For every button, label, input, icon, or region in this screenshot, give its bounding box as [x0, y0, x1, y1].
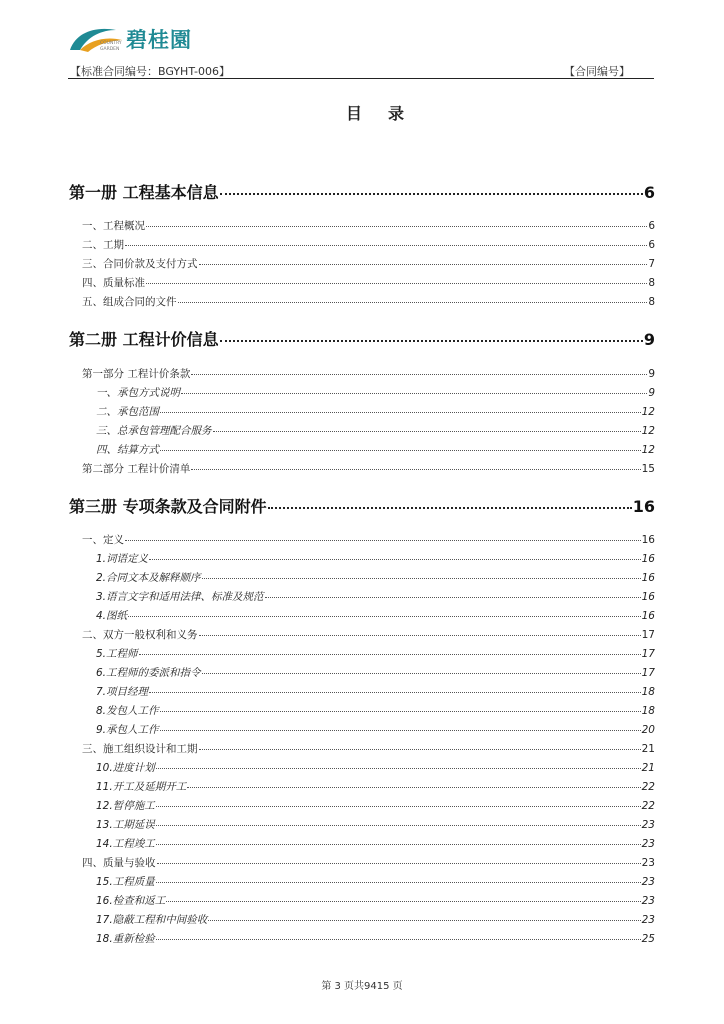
dot-leader	[191, 365, 647, 375]
toc-volume-3[interactable]	[69, 494, 655, 517]
toc-entry-label: 6.工程师的委派和指令	[96, 667, 201, 679]
toc-volume-title: 第一册 工程基本信息	[69, 183, 219, 202]
toc-page-number: 17	[641, 667, 655, 679]
dot-leader	[187, 778, 640, 788]
dot-leader	[220, 328, 643, 342]
toc-page-number: 22	[641, 781, 655, 793]
toc-page-number: 12	[641, 444, 655, 456]
toc-entry[interactable]	[82, 627, 655, 642]
toc-entry-label: 1.词语定义	[96, 553, 149, 565]
dot-leader	[156, 759, 641, 769]
toc-page-number: 18	[641, 705, 655, 717]
toc-page-number: 23	[641, 876, 655, 888]
toc-page-number: 18	[641, 686, 655, 698]
logo-small-line2: GARDEN	[100, 47, 120, 52]
toc-entry[interactable]	[96, 893, 655, 908]
standard-contract-number: 【标准合同编号：BGYHT-006】	[70, 65, 230, 78]
dot-leader	[160, 702, 641, 712]
toc-page-number: 12	[641, 425, 655, 437]
toc-entry[interactable]	[82, 237, 655, 252]
toc-entry[interactable]	[82, 461, 655, 476]
toc-entry-label: 二、工期	[82, 239, 124, 251]
toc-page-number: 9	[643, 330, 655, 349]
toc-volume-1[interactable]	[69, 180, 655, 203]
dot-leader	[156, 930, 641, 940]
toc-page-number: 16	[641, 572, 655, 584]
dot-leader	[265, 588, 641, 598]
toc-entry[interactable]	[96, 912, 655, 927]
toc-entry[interactable]	[96, 760, 655, 775]
toc-entry-label: 4.图纸	[96, 610, 128, 622]
toc-entry-label: 二、承包范围	[96, 406, 159, 418]
toc-page-number: 9	[648, 387, 655, 399]
toc-page-number: 20	[641, 724, 655, 736]
toc-entry[interactable]	[96, 703, 655, 718]
toc-entry-label: 二、双方一般权利和义务	[82, 629, 198, 641]
toc-entry[interactable]	[96, 722, 655, 737]
toc-entry-label: 三、合同价款及支付方式	[82, 258, 198, 270]
toc-entry-label: 五、组成合同的文件	[82, 296, 177, 308]
toc-page-number: 6	[648, 220, 655, 232]
toc-entry-label: 11.开工及延期开工	[96, 781, 187, 793]
header-divider	[68, 78, 654, 79]
toc-page-number: 9	[648, 368, 655, 380]
toc-entry-label: 三、总承包管理配合服务	[96, 425, 212, 437]
toc-entry-label: 15.工程质量	[96, 876, 155, 888]
logo-text: 碧桂園	[126, 27, 192, 52]
toc-entry-label: 四、质量标准	[82, 277, 145, 289]
toc-entry[interactable]	[82, 256, 655, 271]
toc-page-number: 6	[648, 239, 655, 251]
dot-leader	[139, 645, 641, 655]
toc-entry-label: 第二部分 工程计价清单	[82, 463, 191, 475]
toc-entry-label: 第一部分 工程计价条款	[82, 368, 191, 380]
toc-entry-label: 8.发包人工作	[96, 705, 159, 717]
dot-leader	[128, 607, 641, 617]
logo-small-line1: COUNTRY	[100, 41, 122, 46]
toc-page-number: 23	[641, 838, 655, 850]
toc-page-number: 22	[641, 800, 655, 812]
toc-entry-label: 16.检查和返工	[96, 895, 166, 907]
toc-entry-label: 7.项目经理	[96, 686, 149, 698]
dot-leader	[156, 835, 641, 845]
toc-page-number: 25	[641, 933, 655, 945]
toc-entry[interactable]	[82, 532, 655, 547]
toc-volume-title: 第三册 专项条款及合同附件	[69, 497, 267, 516]
toc-page-number: 23	[641, 819, 655, 831]
toc-page-number: 17	[641, 648, 655, 660]
toc-entry[interactable]	[82, 275, 655, 290]
toc-entry[interactable]	[82, 366, 655, 381]
dot-leader	[208, 911, 640, 921]
dot-leader	[202, 664, 641, 674]
toc-page-number: 23	[641, 857, 655, 869]
toc-entry-label: 三、施工组织设计和工期	[82, 743, 198, 755]
contract-number-label: 【合同编号】	[564, 65, 630, 78]
dot-leader	[156, 797, 641, 807]
toc-entry[interactable]	[82, 855, 655, 870]
toc-page-number: 15	[641, 463, 655, 475]
dot-leader	[156, 873, 641, 883]
toc-entry[interactable]	[96, 798, 655, 813]
toc-entry-label: 一、工程概况	[82, 220, 145, 232]
toc-entry-label: 10.进度计划	[96, 762, 155, 774]
toc-entry[interactable]	[96, 684, 655, 699]
dot-leader	[178, 293, 648, 303]
toc-page-number: 23	[641, 895, 655, 907]
toc-page-number: 6	[643, 183, 655, 202]
toc-entry-label: 17.隐蔽工程和中间验收	[96, 914, 208, 926]
toc-entry[interactable]	[96, 608, 655, 623]
toc-entry[interactable]	[96, 551, 655, 566]
toc-page-number: 7	[648, 258, 655, 270]
toc-entry[interactable]	[82, 741, 655, 756]
toc-entry[interactable]	[82, 218, 655, 233]
toc-page-number: 21	[641, 762, 655, 774]
toc-page-number: 16	[641, 610, 655, 622]
toc-page-number: 17	[641, 629, 655, 641]
toc-entry[interactable]	[96, 817, 655, 832]
dot-leader	[149, 683, 641, 693]
toc-entry[interactable]	[96, 779, 655, 794]
dot-leader	[213, 422, 641, 432]
toc-entry-label: 14.工程竣工	[96, 838, 155, 850]
toc-volume-2[interactable]	[69, 327, 655, 350]
toc-page-number: 12	[641, 406, 655, 418]
toc-entry-label: 9.承包人工作	[96, 724, 159, 736]
toc-entry-label: 四、结算方式	[96, 444, 159, 456]
toc-entry-label: 一、定义	[82, 534, 124, 546]
toc-entry-label: 18.重新检验	[96, 933, 155, 945]
dot-leader	[202, 569, 641, 579]
toc-page-number: 16	[641, 553, 655, 565]
toc-entry[interactable]	[96, 570, 655, 585]
dot-leader	[157, 854, 641, 864]
dot-leader	[181, 384, 647, 394]
dot-leader	[146, 217, 647, 227]
toc-entry[interactable]	[96, 423, 655, 438]
toc-entry-label: 2.合同文本及解释顺序	[96, 572, 201, 584]
toc-entry[interactable]	[96, 385, 655, 400]
toc-entry[interactable]	[96, 646, 655, 661]
toc-page-number: 21	[641, 743, 655, 755]
toc-entry[interactable]	[82, 294, 655, 309]
toc-entry-label: 13.工期延误	[96, 819, 155, 831]
toc-entry[interactable]	[96, 442, 655, 457]
toc-page-number: 16	[641, 591, 655, 603]
toc-page-number: 8	[648, 277, 655, 289]
dot-leader	[146, 274, 647, 284]
toc-entry[interactable]	[96, 931, 655, 946]
dot-leader	[156, 816, 641, 826]
toc-volume-title: 第二册 工程计价信息	[69, 330, 219, 349]
toc-entry-label: 3.语言文字和适用法律、标准及规范	[96, 591, 264, 603]
toc-page-number: 16	[632, 497, 655, 516]
dot-leader	[149, 550, 641, 560]
dot-leader	[125, 531, 641, 541]
toc-page-number: 23	[641, 914, 655, 926]
dot-leader	[166, 892, 640, 902]
dot-leader	[199, 626, 641, 636]
dot-leader	[191, 460, 640, 470]
dot-leader	[160, 721, 641, 731]
dot-leader	[160, 441, 641, 451]
dot-leader	[199, 740, 641, 750]
toc-page-number: 8	[648, 296, 655, 308]
dot-leader	[160, 403, 641, 413]
dot-leader	[268, 495, 632, 509]
toc-page-number: 16	[641, 534, 655, 546]
toc-entry-label: 一、承包方式说明	[96, 387, 180, 399]
toc-entry-label: 5.工程师	[96, 648, 138, 660]
toc-entry-label: 四、质量与验收	[82, 857, 156, 869]
toc-entry[interactable]	[96, 589, 655, 604]
toc-entry[interactable]	[96, 404, 655, 419]
toc-entry[interactable]	[96, 665, 655, 680]
page-footer: 第 3 页共9415 页	[321, 981, 403, 992]
toc-title: 目录	[345, 104, 430, 123]
dot-leader	[125, 236, 647, 246]
toc-entry[interactable]	[96, 874, 655, 889]
toc-entry[interactable]	[96, 836, 655, 851]
dot-leader	[199, 255, 648, 265]
toc-entry-label: 12.暂停施工	[96, 800, 155, 812]
dot-leader	[220, 181, 643, 195]
